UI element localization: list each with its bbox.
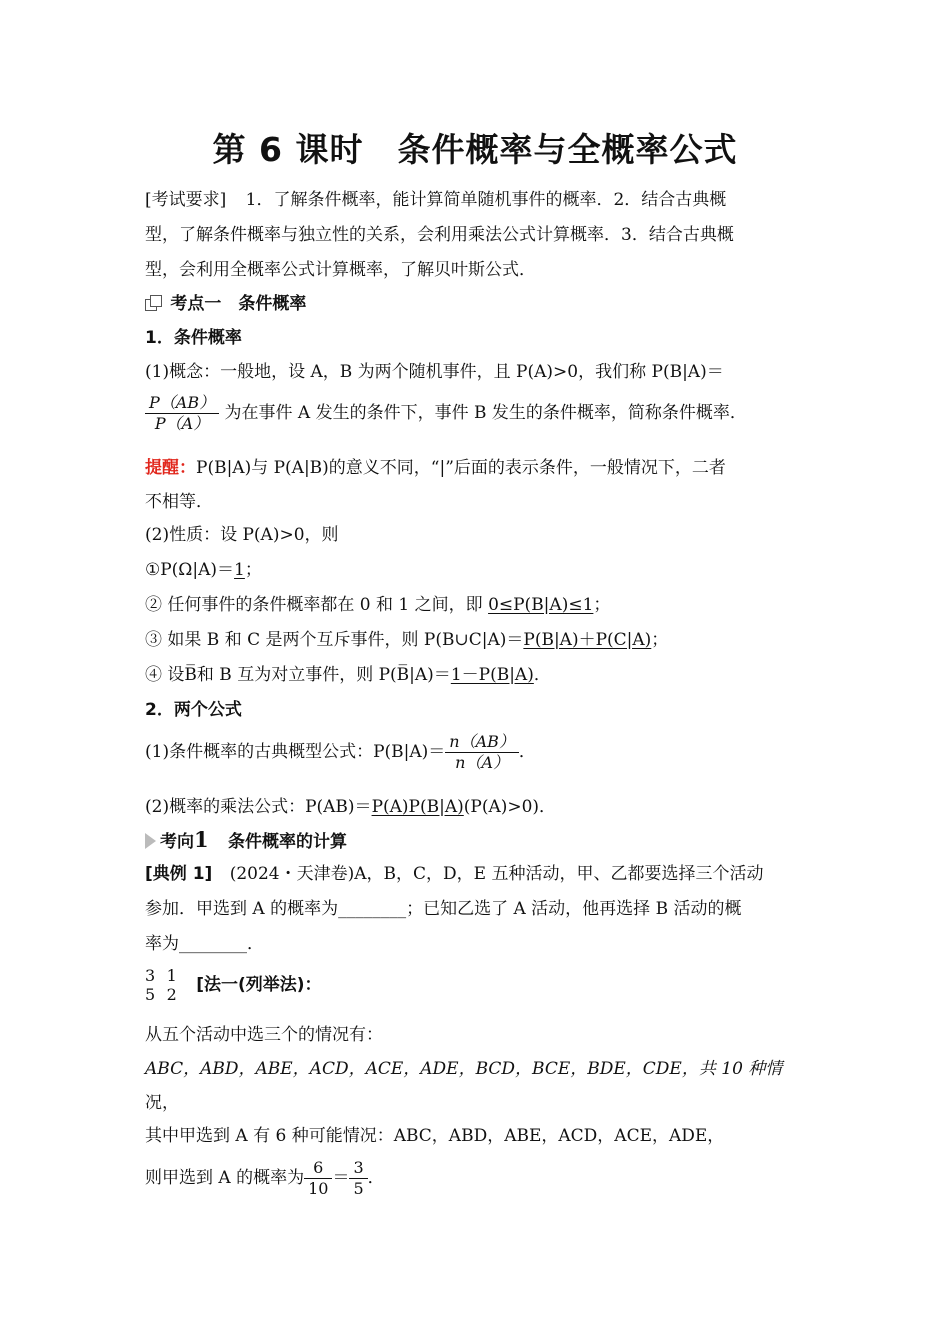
result-fraction-1: $\frac{6}{10}$ bbox=[304, 1158, 332, 1199]
example-line-2: 参加．甲选到 A 的概率为________；已知乙选了 A 活动，他再选择 B 活动的概 bbox=[145, 899, 742, 919]
subsection-heading-1: 1．条件概率 bbox=[145, 328, 242, 348]
properties-intro: (2)性质：设 P(A)>0，则 bbox=[145, 525, 339, 545]
requirements-line-3: 型，会利用全概率公式计算概率，了解贝叶斯公式． bbox=[145, 260, 536, 280]
result-fraction-2: $\frac{3}{5}$ bbox=[349, 1158, 367, 1199]
direction-heading: 考向1 条件概率的计算 bbox=[145, 828, 815, 854]
reminder-line-2: 不相等． bbox=[145, 492, 213, 512]
answer-2: 1 2 bbox=[166, 966, 177, 1004]
section-heading: 考点一 条件概率 bbox=[145, 292, 815, 316]
formula-1-fraction: $\frac{n(AB)}{n(A)}$ bbox=[445, 732, 519, 773]
example-label: [典例 1] bbox=[145, 864, 213, 884]
reminder-line-1: 提醒：P(B|A)与 P(A|B)的意义不同，“|”后面的表示条件，一般情况下，二者 bbox=[145, 458, 726, 478]
requirements-label: [考试要求] bbox=[145, 190, 227, 210]
solution-line-4: 其中甲选到 A 有 6 种可能情况：ABC，ABD，ABE，ACD，ACE，ADE， bbox=[145, 1126, 725, 1146]
example-line-3: 率为________． bbox=[145, 934, 264, 954]
concept-line-2: $\frac{P(AB)}{P(A)}$ 为在事件 A 发生的条件下，事件 B 发生的条件概率，简称条件概率． bbox=[145, 393, 815, 443]
property-2: ② 任何事件的条件概率都在 0 和 1 之间，即 0≤P(B|A)≤1； bbox=[145, 595, 611, 615]
page-title: 第 6 课时 条件概率与全概率公式 bbox=[212, 130, 738, 169]
solution-line-1: 从五个活动中选三个的情况有： bbox=[145, 1025, 383, 1045]
method-label: [法一(列举法)： bbox=[196, 974, 322, 995]
direction-arrow-icon bbox=[145, 833, 156, 849]
concept-fraction: $\frac{P(AB)}{P(A)}$ bbox=[145, 393, 219, 434]
concept-line-1: (1)概念：一般地，设 A，B 为两个随机事件，且 P(A)>0，我们称 P(B|A)＝ bbox=[145, 362, 724, 382]
subsection-heading-2: 2．两个公式 bbox=[145, 700, 242, 720]
property-4: ④ 设B̅和 B 互为对立事件，则 P(B̅|A)＝1－P(B|A)． bbox=[145, 665, 551, 685]
property-1: ①P(Ω|A)＝1； bbox=[145, 560, 262, 580]
formula-2: (2)概率的乘法公式：P(AB)＝P(A)P(B|A)(P(A)>0)． bbox=[145, 797, 557, 817]
section-icon bbox=[145, 295, 161, 311]
requirements-line-2: 型，了解条件概率与独立性的关系，会利用乘法公式计算概率．3．结合古典概 bbox=[145, 225, 734, 245]
requirements-line-1: [考试要求] 1．了解条件概率，能计算简单随机事件的概率．2．结合古典概 bbox=[145, 190, 727, 210]
reminder-label: 提醒： bbox=[145, 458, 196, 478]
answer-line bbox=[145, 966, 815, 1010]
property-3: ③ 如果 B 和 C 是两个互斥事件，则 P(B∪C|A)＝P(B|A)＋P(C|A)； bbox=[145, 630, 669, 650]
example-line-1: [典例 1] (2024・天津卷)A，B，C，D，E 五种活动，甲、乙都要选择三个活动 bbox=[145, 864, 764, 884]
solution-line-5: 则甲选到 A 的概率为 $\frac{6}{10}$ ＝ $\frac{3}{5}$ ． bbox=[145, 1158, 385, 1198]
formula-1: (1)条件概率的古典概型公式：P(B|A)＝ $\frac{n(AB)}{n(A)}$ ． bbox=[145, 732, 536, 772]
solution-line-3: 况， bbox=[145, 1093, 179, 1113]
answer-1: 3 5 bbox=[145, 966, 156, 1004]
solution-line-2: ABC，ABD，ABE，ACD，ACE，ADE，BCD，BCE，BDE，CDE，共 10 种情 bbox=[145, 1059, 783, 1079]
